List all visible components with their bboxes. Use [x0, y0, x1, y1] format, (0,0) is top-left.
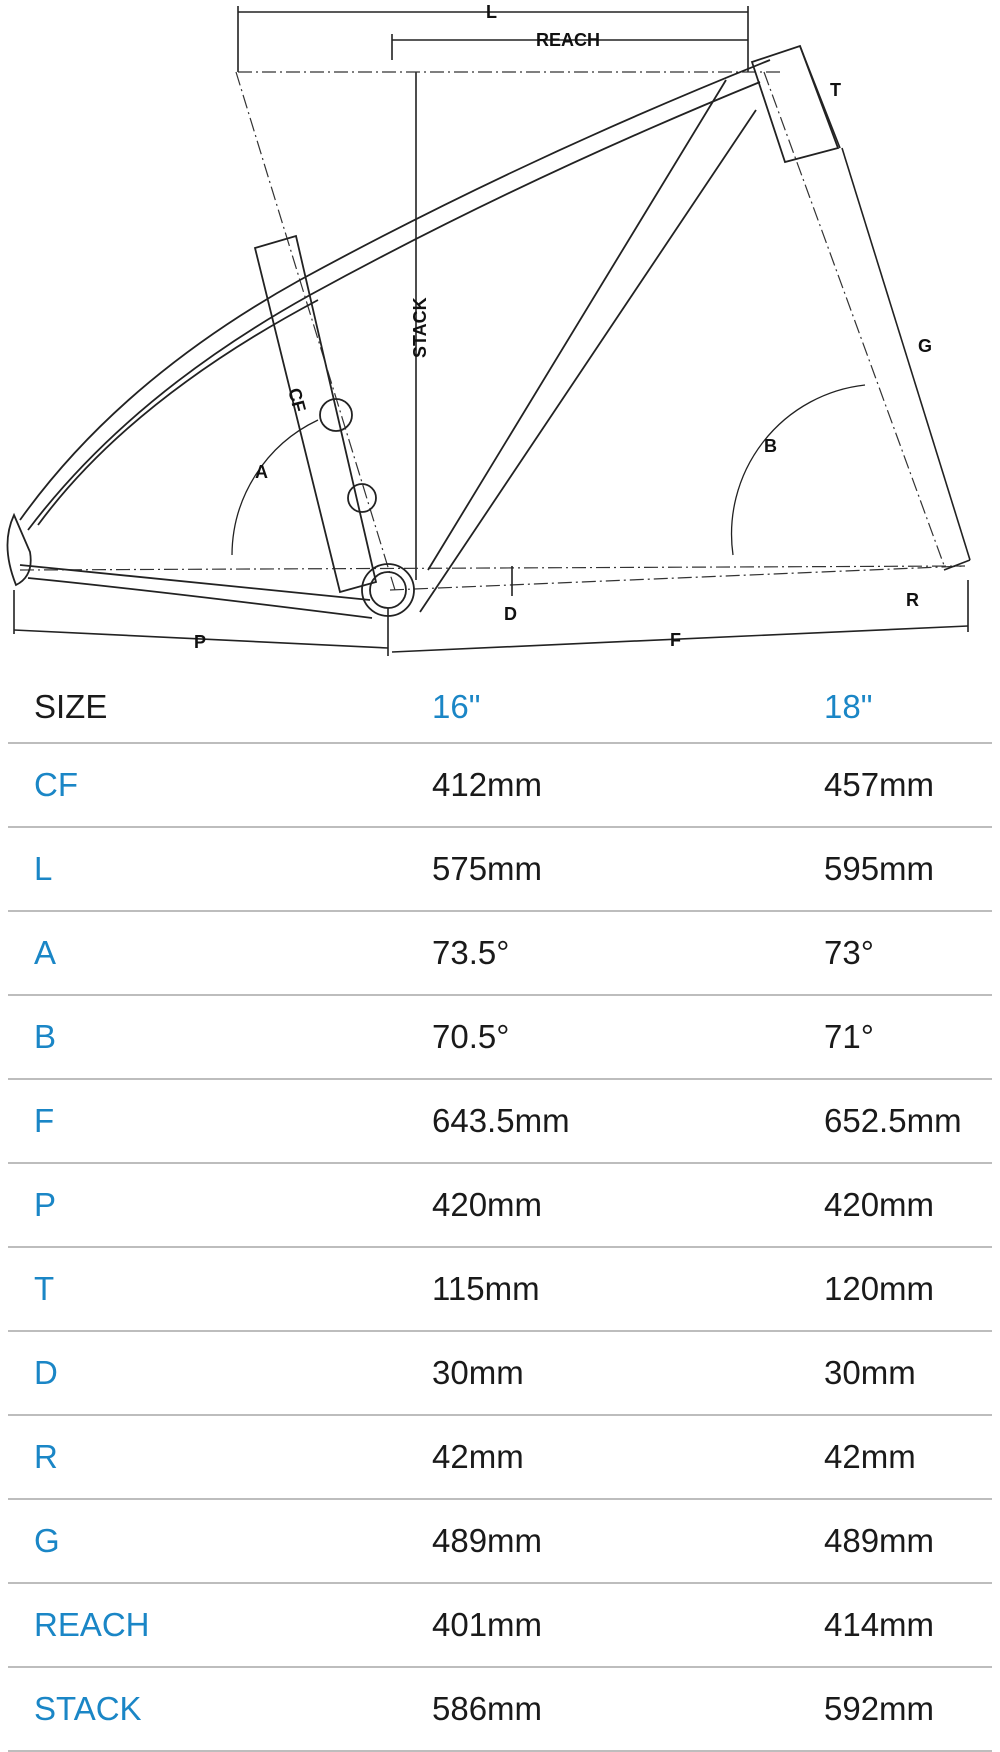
label-stack: STACK — [410, 297, 430, 358]
table-row — [8, 744, 992, 828]
frame-drawing — [0, 0, 1000, 660]
label-p: P — [194, 632, 207, 652]
value-16: 115mm — [432, 1270, 540, 1307]
table-header-row — [8, 672, 992, 744]
value-18: 592mm — [824, 1690, 935, 1727]
label-reach: REACH — [536, 30, 601, 50]
row-label: F — [34, 1102, 55, 1139]
rear-dropout — [7, 515, 30, 585]
row-label: CF — [34, 766, 78, 803]
row-label: STACK — [34, 1690, 142, 1727]
down-tube-upper — [428, 80, 726, 570]
table-row — [8, 1584, 992, 1668]
value-16: 30mm — [432, 1354, 524, 1391]
value-18: 73° — [824, 934, 874, 971]
value-16: 586mm — [432, 1690, 543, 1727]
table-row — [8, 1164, 992, 1248]
value-16: 575mm — [432, 850, 543, 887]
size-18-header: 18" — [824, 688, 873, 725]
table-row — [8, 996, 992, 1080]
value-16: 401mm — [432, 1606, 543, 1643]
value-16: 412mm — [432, 766, 543, 803]
value-18: 414mm — [824, 1606, 935, 1643]
head-axis-line — [764, 72, 945, 568]
value-18: 595mm — [824, 850, 935, 887]
angle-a-arc — [232, 420, 318, 555]
value-18: 457mm — [824, 766, 935, 803]
axle-line — [20, 566, 965, 570]
value-16: 42mm — [432, 1438, 524, 1475]
size-16-header: 16" — [432, 688, 481, 725]
seat-tube-window-lower — [348, 484, 376, 512]
label-f: F — [670, 630, 681, 650]
table-row — [8, 1500, 992, 1584]
label-l: L — [486, 2, 497, 22]
value-18: 71° — [824, 1018, 874, 1055]
label-r: R — [906, 590, 919, 610]
value-18: 30mm — [824, 1354, 916, 1391]
label-d: D — [504, 604, 517, 624]
size-header: SIZE — [34, 688, 108, 725]
value-18: 420mm — [824, 1186, 935, 1223]
top-tube-lower — [28, 82, 760, 530]
label-cf: CF — [284, 385, 310, 415]
row-label: P — [34, 1186, 57, 1223]
row-label: T — [34, 1270, 55, 1307]
table-row — [8, 1332, 992, 1416]
table-row — [8, 1668, 992, 1752]
angle-b-arc — [732, 385, 865, 555]
down-tube-lower — [420, 110, 756, 612]
head-tube — [752, 46, 838, 162]
value-18: 120mm — [824, 1270, 935, 1307]
row-label: A — [34, 934, 57, 971]
table-row — [8, 1416, 992, 1500]
label-t: T — [830, 80, 841, 100]
chainstay-axis — [390, 566, 965, 590]
table-row — [8, 912, 992, 996]
value-18: 489mm — [824, 1522, 935, 1559]
row-label: REACH — [34, 1606, 150, 1643]
value-16: 70.5° — [432, 1018, 510, 1055]
label-a: A — [255, 462, 268, 482]
value-16: 73.5° — [432, 934, 510, 971]
top-tube-upper — [20, 60, 770, 520]
seat-tube — [255, 236, 376, 592]
table-row — [8, 828, 992, 912]
value-18: 42mm — [824, 1438, 916, 1475]
dim-r-line — [944, 560, 970, 570]
row-label: R — [34, 1438, 58, 1475]
row-label: D — [34, 1354, 58, 1391]
geometry-table — [8, 672, 992, 1752]
value-16: 643.5mm — [432, 1102, 570, 1139]
value-16: 420mm — [432, 1186, 543, 1223]
label-b: B — [764, 436, 777, 456]
table-row — [8, 1080, 992, 1164]
chain-stay-lower — [28, 578, 372, 618]
label-g: G — [918, 336, 933, 356]
table-row — [8, 1248, 992, 1332]
row-label: B — [34, 1018, 57, 1055]
seat-axis-line — [236, 72, 395, 590]
value-18: 652.5mm — [824, 1102, 962, 1139]
row-label: L — [34, 850, 53, 887]
seat-tube-window-upper — [320, 399, 352, 431]
row-label: G — [34, 1522, 60, 1559]
value-16: 489mm — [432, 1522, 543, 1559]
dim-g-line — [842, 148, 970, 560]
frame-geometry-diagram — [0, 0, 1000, 660]
